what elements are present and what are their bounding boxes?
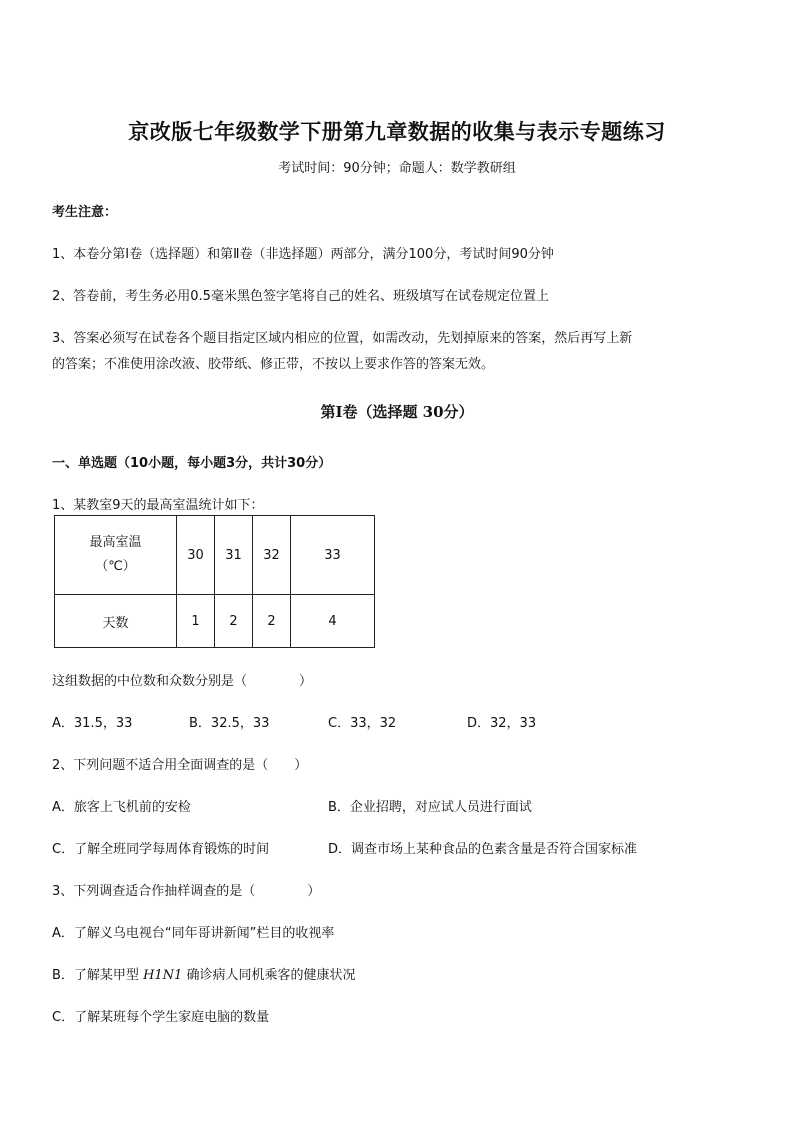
table-cell: 1 bbox=[177, 595, 215, 648]
q3-option-b-suffix: 确诊病人同机乘客的健康状况 bbox=[186, 968, 356, 983]
table-cell: 32 bbox=[253, 516, 291, 595]
row1-label-line2: （℃） bbox=[95, 559, 136, 574]
notice-item-1: 1、本卷分第Ⅰ卷（选择题）和第Ⅱ卷（非选择题）两部分，满分100分，考试时间90分钟 bbox=[52, 247, 554, 262]
table-row bbox=[55, 595, 375, 648]
q2-option-d[interactable]: D．调查市场上某种食品的色素含量是否符合国家标准 bbox=[328, 842, 638, 857]
page-title: 京改版七年级数学下册第九章数据的收集与表示专题练习 bbox=[128, 119, 666, 144]
q2-option-c[interactable]: C．了解全班同学每周体育锻炼的时间 bbox=[52, 842, 270, 857]
q1-question: 这组数据的中位数和众数分别是（ ） bbox=[52, 674, 313, 689]
part-heading: 一、单选题（10小题，每小题3分，共计30分） bbox=[52, 456, 332, 471]
notice-item-3: 3、答案必须写在试卷各个题目指定区域内相应的位置，如需改动，先划掉原来的答案，然后再写上新 bbox=[52, 331, 633, 346]
notice-heading: 考生注意： bbox=[52, 205, 118, 220]
q1-option-b[interactable]: B．32.5，33 bbox=[189, 716, 270, 731]
q2-option-b[interactable]: B．企业招聘，对应试人员进行面试 bbox=[328, 800, 532, 815]
q1-option-d[interactable]: D．32，33 bbox=[467, 716, 537, 731]
notice-item-3-cont: 的答案；不准使用涂改液、胶带纸、修正带，不按以上要求作答的答案无效。 bbox=[52, 357, 495, 372]
table-row bbox=[55, 516, 375, 595]
q1-stem: 1、某教室9天的最高室温统计如下： bbox=[52, 498, 264, 513]
temperature-table bbox=[54, 515, 375, 648]
q3-option-a[interactable]: A．了解义乌电视台“同年哥讲新闻”栏目的收视率 bbox=[52, 926, 335, 941]
q3-stem: 3、下列调查适合作抽样调查的是（ ） bbox=[52, 884, 321, 899]
q2-option-a[interactable]: A．旅客上飞机前的安检 bbox=[52, 800, 191, 815]
notice-item-2: 2、答卷前，考生务必用0.5毫米黑色签字笔将自己的姓名、班级填写在试卷规定位置上 bbox=[52, 289, 549, 304]
q3-option-b-prefix: B．了解某甲型 bbox=[52, 968, 139, 983]
row1-label-line1: 最高室温 bbox=[89, 535, 142, 550]
table-header-cell bbox=[55, 516, 177, 595]
q3-option-b[interactable] bbox=[52, 964, 355, 983]
table-cell: 30 bbox=[177, 516, 215, 595]
table-cell: 31 bbox=[215, 516, 253, 595]
q3-option-c[interactable]: C．了解某班每个学生家庭电脑的数量 bbox=[52, 1010, 270, 1025]
q2-stem: 2、下列问题不适合用全面调查的是（ ） bbox=[52, 758, 308, 773]
table-header-cell: 天数 bbox=[55, 595, 177, 648]
table-cell: 33 bbox=[291, 516, 375, 595]
virus-name: H1N1 bbox=[143, 968, 183, 983]
table-cell: 2 bbox=[215, 595, 253, 648]
table-cell: 2 bbox=[253, 595, 291, 648]
q1-option-a[interactable]: A．31.5，33 bbox=[52, 716, 133, 731]
table-cell: 4 bbox=[291, 595, 375, 648]
exam-info: 考试时间：90分钟；命题人：数学教研组 bbox=[278, 161, 516, 176]
section-title: 第Ⅰ卷（选择题 30分） bbox=[320, 403, 474, 421]
q1-option-c[interactable]: C．33，32 bbox=[328, 716, 397, 731]
